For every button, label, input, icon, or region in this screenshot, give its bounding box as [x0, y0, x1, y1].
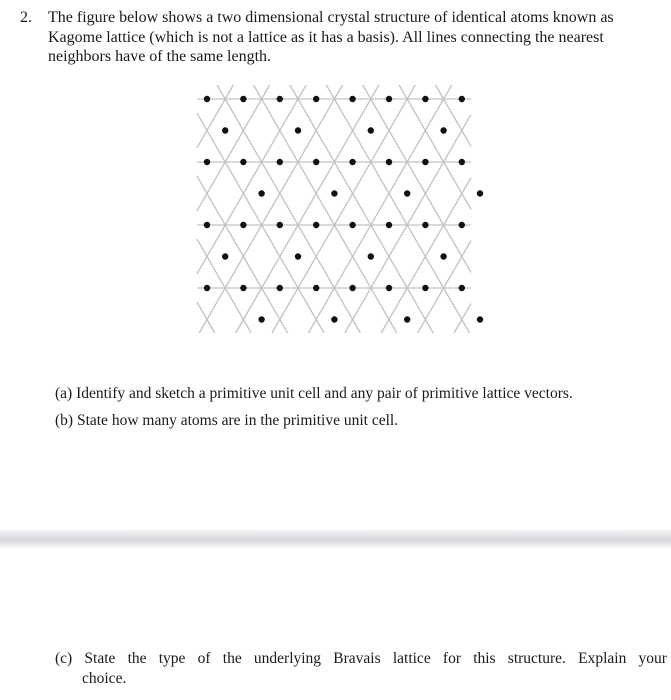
part-c-word: the — [222, 650, 242, 667]
lattice-atom — [313, 96, 319, 102]
lattice-atom — [386, 96, 392, 102]
lattice-diagonal-line — [290, 85, 433, 333]
lattice-atom — [386, 285, 392, 291]
lattice-diagonal-line — [345, 115, 471, 333]
lattice-diagonal-line — [436, 85, 471, 146]
lattice-atom — [258, 316, 264, 322]
lattice-atom — [222, 127, 228, 133]
lattice-diagonal-line — [236, 85, 379, 333]
lattice-atom — [459, 285, 465, 291]
lattice-diagonal-line — [197, 85, 233, 148]
part-c-word: lattice — [392, 650, 431, 667]
lattice-atom — [459, 222, 465, 228]
lattice-atom — [204, 96, 210, 102]
lattice-atom — [277, 96, 283, 102]
lattice-diagonal-line — [326, 85, 469, 333]
lattice-atom — [240, 285, 246, 291]
lattice-diagonal-line — [363, 85, 471, 272]
lattice-atom — [277, 159, 283, 165]
part-c-word: (c) — [55, 650, 73, 667]
lattice-diagonal-line — [254, 85, 397, 333]
lattice-diagonal-line — [197, 85, 270, 211]
part-a-question: (a) Identify and sketch a primitive unit cell and any pair of primitive lattice vectors. — [55, 385, 573, 402]
lattice-diagonal-line — [199, 85, 342, 333]
part-c-word: structure. — [507, 650, 566, 667]
lattice-atom — [204, 285, 210, 291]
lattice-atom — [349, 285, 355, 291]
lattice-atom — [477, 190, 483, 196]
lattice-atom — [349, 96, 355, 102]
part-c-word: for — [442, 650, 461, 667]
lattice-atom — [368, 253, 374, 259]
lattice-atom — [349, 159, 355, 165]
lattice-atom — [331, 190, 337, 196]
lattice-atom — [386, 159, 392, 165]
part-c-word: underlying — [253, 650, 322, 667]
lattice-atom — [404, 316, 410, 322]
lattice-atom — [313, 222, 319, 228]
lattice-atom — [440, 253, 446, 259]
lattice-atom — [404, 190, 410, 196]
lattice-diagonal-line — [272, 85, 415, 333]
lattice-bonds — [197, 85, 471, 333]
lattice-atom — [240, 159, 246, 165]
intro-line-2: Kagome lattice (which is not a lattice as it has a basis). All lines connecting the nearest — [48, 28, 604, 46]
lattice-diagonal-line — [454, 304, 471, 333]
part-c-word: Bravais — [333, 650, 381, 667]
lattice-atom — [422, 222, 428, 228]
lattice-atom — [240, 222, 246, 228]
part-c-word: your — [638, 650, 667, 667]
lattice-atom — [277, 285, 283, 291]
part-c-word: State — [84, 650, 116, 667]
part-c-question-line-2: choice. — [82, 670, 127, 687]
lattice-diagonal-line — [197, 113, 324, 333]
lattice-diagonal-line — [197, 176, 288, 333]
lattice-atom — [240, 96, 246, 102]
part-c-word: Explain — [578, 650, 627, 667]
lattice-diagonal-line — [399, 85, 471, 209]
lattice-atom — [331, 316, 337, 322]
part-c-word: this — [473, 650, 496, 667]
part-c-word: type — [158, 650, 186, 667]
lattice-diagonal-line — [308, 85, 451, 333]
lattice-atom — [313, 285, 319, 291]
lattice-atom — [422, 96, 428, 102]
lattice-atom — [422, 285, 428, 291]
lattice-atom — [277, 222, 283, 228]
intro-line-1: The figure below shows a two dimensional crystal structure of identical atoms known as — [48, 9, 614, 26]
lattice-atom — [204, 222, 210, 228]
lattice-atom — [459, 159, 465, 165]
lattice-atom — [440, 127, 446, 133]
lattice-diagonal-line — [381, 178, 471, 333]
part-c-question-line-1 — [55, 649, 667, 669]
lattice-atom — [295, 253, 301, 259]
lattice-atom — [368, 127, 374, 133]
page-divider — [0, 530, 671, 548]
intro-line-3: neighbors have of the same length. — [48, 48, 272, 65]
part-c-word: of — [197, 650, 211, 667]
lattice-diagonal-line — [197, 302, 215, 333]
lattice-atom — [258, 190, 264, 196]
lattice-atom — [349, 222, 355, 228]
lattice-atom — [222, 253, 228, 259]
lattice-atom — [386, 222, 392, 228]
lattice-diagonal-line — [217, 85, 360, 333]
lattice-atom — [295, 127, 301, 133]
part-b-question: (b) State how many atoms are in the primitive unit cell. — [55, 412, 399, 429]
problem-number: 2. — [20, 9, 32, 26]
part-c-word: the — [127, 650, 147, 667]
lattice-atom — [477, 316, 483, 322]
lattice-atom — [459, 96, 465, 102]
lattice-diagonal-line — [197, 85, 306, 274]
lattice-atom — [422, 159, 428, 165]
lattice-atom — [313, 159, 319, 165]
lattice-atom — [204, 159, 210, 165]
